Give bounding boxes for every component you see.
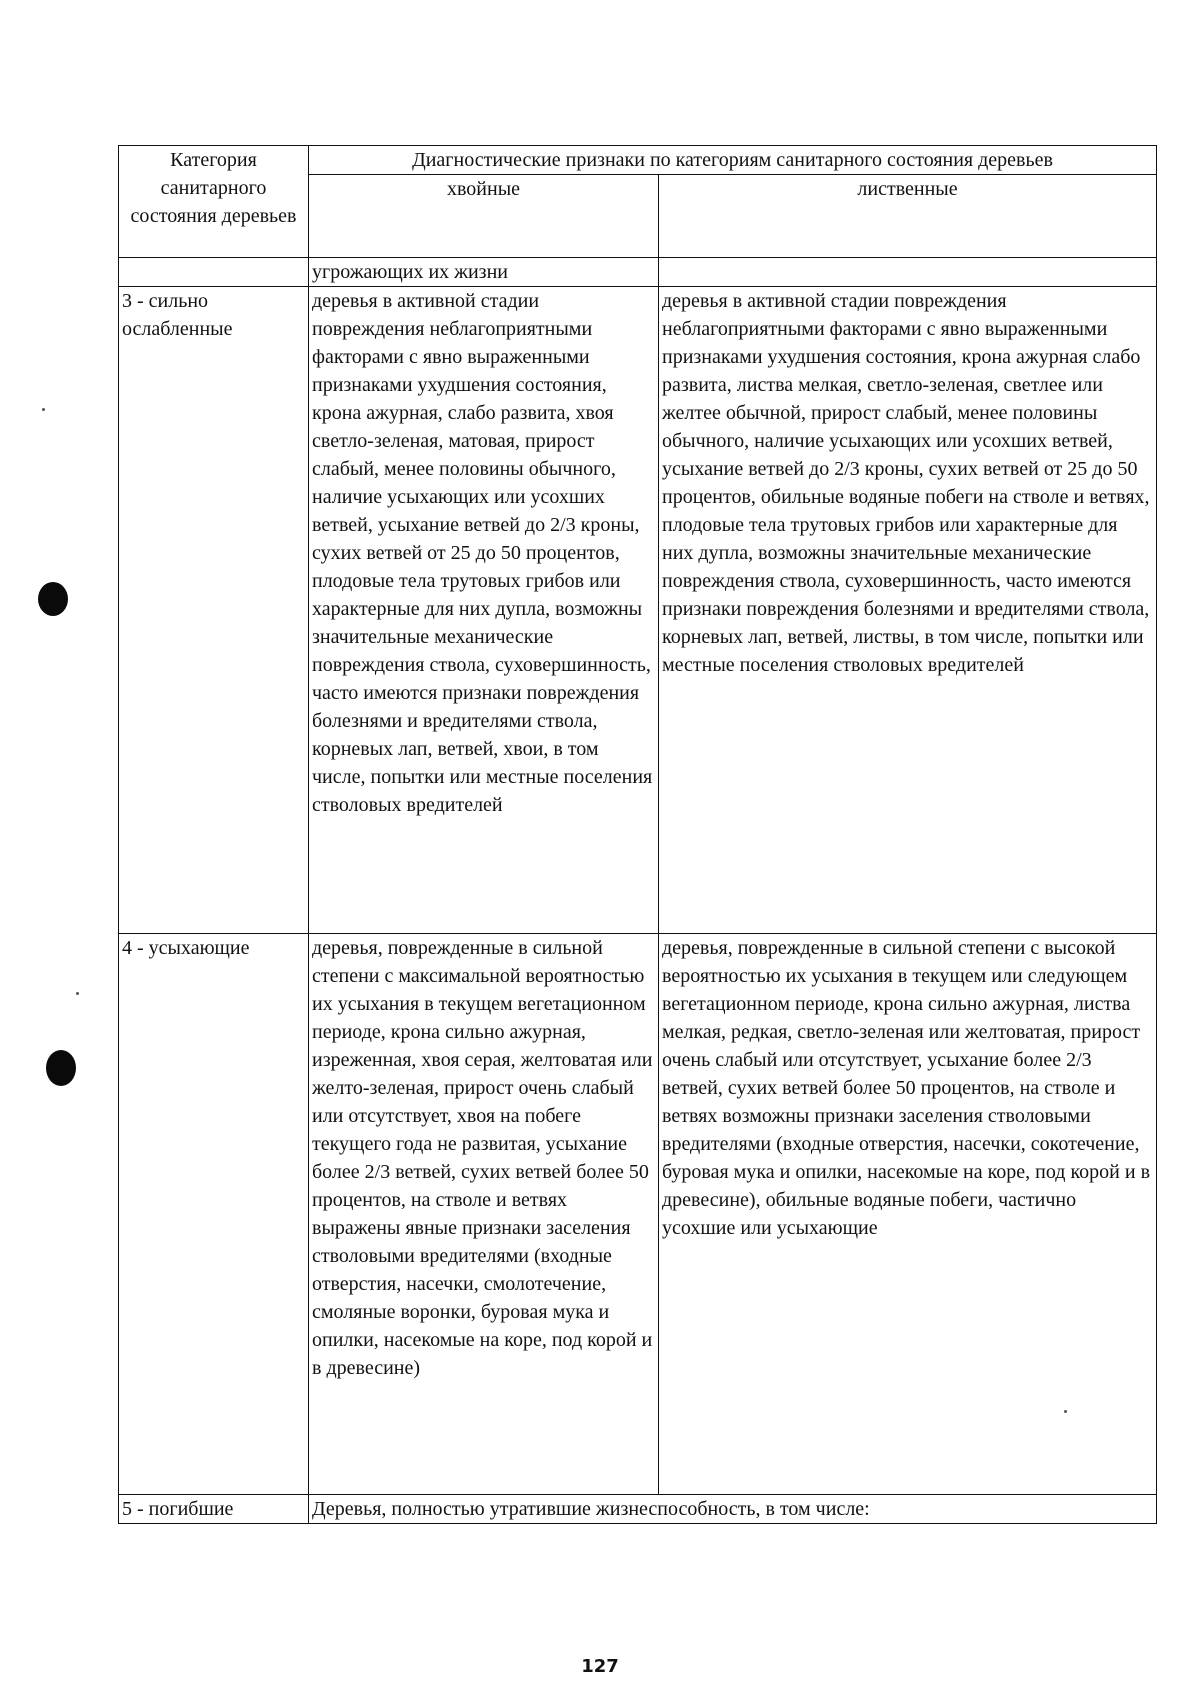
continuation-deciduous [659, 258, 1157, 287]
row-diagnostic: Деревья, полностью утратившие жизнеспособность, в том числе: [309, 1495, 1157, 1524]
row-conifers: деревья, поврежденные в сильной степени с максимальной вероятностью их усыхания в текущем вегетационном периоде, крона сильно ажурная, изреженная, хвоя серая, желтоватая или желто-зеленая, прирост очень слабый или отсутствует, хвоя на побеге текущего года не развитая, усыхание более 2/3 ветвей, сухих ветвей более 50 процентов, на стволе и ветвях выражены явные признаки заселения стволовыми вредителями (входные отверстия, насечки, смолотечение, смоляные воронки, буровая мука и опилки, насекомые на коре, под корой и в древесине) [309, 934, 659, 1495]
category-header: Категория санитарного состояния деревьев [119, 146, 309, 258]
continuation-category-cell [119, 258, 309, 287]
table-row [119, 1495, 1157, 1524]
row-category: 5 - погибшие [119, 1495, 309, 1524]
diagnostic-header: Диагностические признаки по категориям санитарного состояния деревьев [309, 146, 1157, 175]
row-deciduous: деревья, поврежденные в сильной степени с высокой вероятностью их усыхания в текущем или следующем вегетационном периоде, крона сильно ажурная, листва мелкая, редкая, светло-зеленая или желтоватая, прирост очень слабый или отсутствует, усыхание более 2/3 ветвей, сухих ветвей более 50 процентов, на стволе и ветвях возможны признаки заселения стволовыми вредителями (входные отверстия, насечки, сокотечение, буровая мука и опилки, насекомые на коре, под корой и в древесине), обильные водяные побеги, частично усохшие или усыхающие [659, 934, 1157, 1495]
punch-hole-top [38, 582, 68, 616]
conifers-header: хвойные [309, 175, 659, 258]
row-conifers: деревья в активной стадии повреждения неблагоприятными факторами с явно выраженными признаками ухудшения состояния, крона ажурная, слабо развита, хвоя светло-зеленая, матовая, прирост слабый, менее половины обычного, наличие усыхающих или усохших ветвей, усыхание ветвей до 2/3 кроны, сухих ветвей от 25 до 50 процентов, плодовые тела трутовых грибов или характерные для них дупла, возможны значительные механические повреждения ствола, суховершинность, часто имеются признаки повреждения болезнями и вредителями ствола, корневых лап, ветвей, хвои, в том числе, попытки или местные поселения стволовых вредителей [309, 287, 659, 934]
table-header-row [119, 146, 1157, 175]
row-category: 3 - сильно ослабленные [119, 287, 309, 934]
table-row [119, 287, 1157, 934]
continuation-conifers: угрожающих их жизни [309, 258, 659, 287]
row-deciduous: деревья в активной стадии повреждения неблагоприятными факторами с явно выраженными признаками ухудшения состояния, крона ажурная слабо развита, листва мелкая, светло-зеленая, светлее или желтее обычной, прирост слабый, менее половины обычного, наличие усыхающих или усохших ветвей, усыхание ветвей до 2/3 кроны, сухих ветвей от 25 до 50 процентов, обильные водяные побеги на стволе и ветвях, плодовые тела трутовых грибов или характерные для них дупла, возможны значительные механические повреждения ствола, суховершинность, часто имеются признаки повреждения болезнями и вредителями ствола, корневых лап, ветвей, листвы, в том числе, попытки или местные поселения стволовых вредителей [659, 287, 1157, 934]
table-row [119, 934, 1157, 1495]
row-category: 4 - усыхающие [119, 934, 309, 1495]
punch-hole-bottom [46, 1050, 76, 1086]
scan-speck [42, 408, 45, 411]
sanitary-state-table [118, 145, 1157, 1524]
continuation-row [119, 258, 1157, 287]
scan-speck [76, 992, 79, 995]
deciduous-header: лиственные [659, 175, 1157, 258]
page-number: 127 [581, 1656, 619, 1677]
